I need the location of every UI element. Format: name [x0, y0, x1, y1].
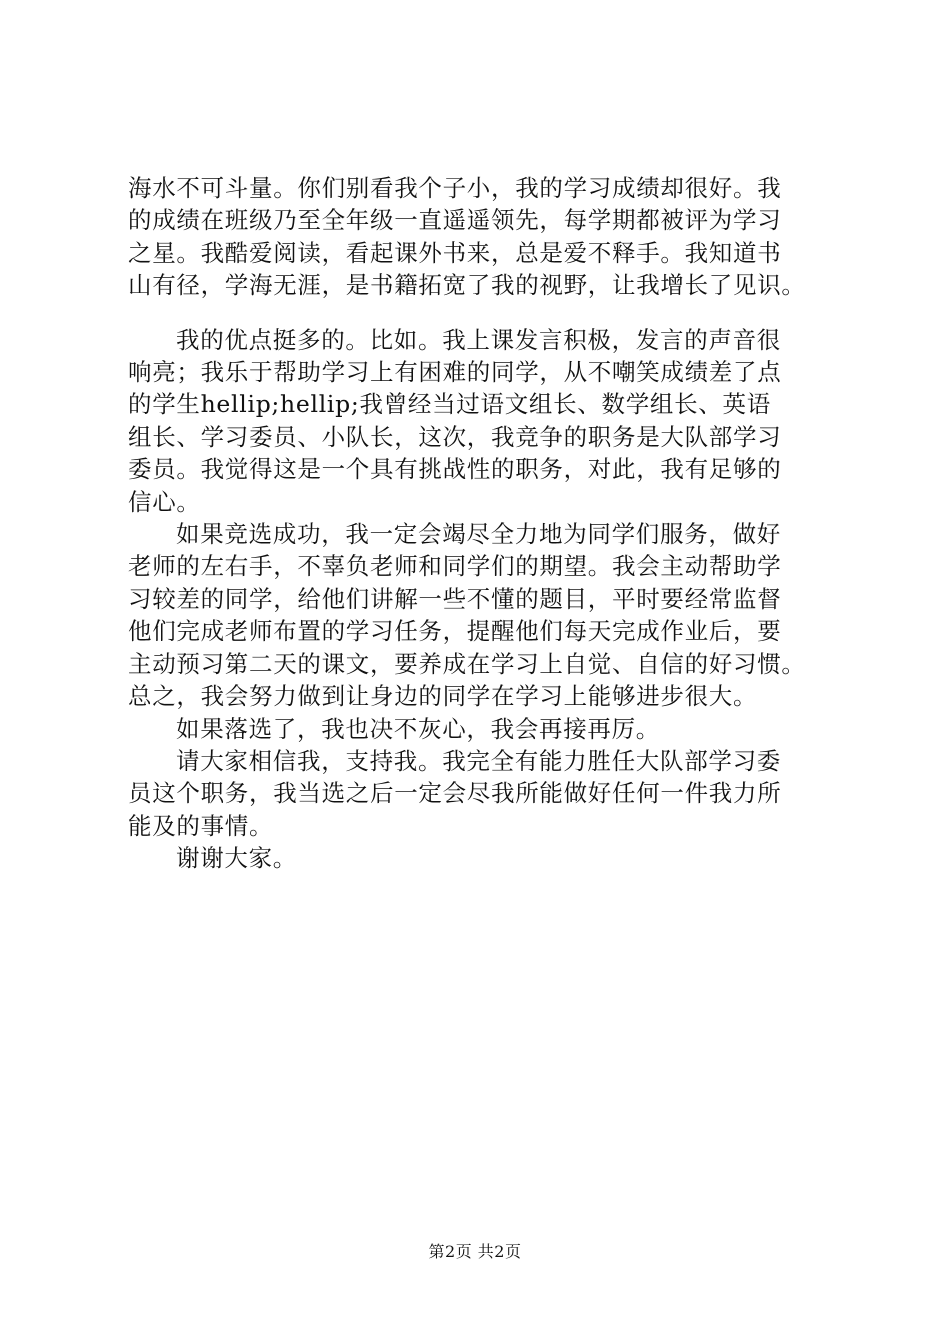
paragraph-3: 如果竞选成功，我一定会竭尽全力地为同学们服务，做好 老师的左右手，不辜负老师和同学们的期望。我会主动帮助学 习较差的同学，给他们讲解一些不懂的题目，平时要经常监督 他们完成老师布置的学习任务，提醒他们每天完成作业后，要 主动预习第二天的课文，要养成在学习上自觉、自信的好习惯。 总之，我会努力做到让身边的同学在学习上能够进步很大。: [128, 520, 806, 711]
paragraph-5: 请大家相信我，支持我。我完全有能力胜任大队部学习委 员这个职务，我当选之后一定会尽我所能做好任何一件我力所 能及的事情。: [128, 746, 782, 840]
document-body: [128, 172, 854, 875]
page-number-footer: 第2页 共2页: [428, 1242, 522, 1261]
paragraph-6: 谢谢大家。: [176, 844, 297, 873]
paragraph-1: 海水不可斗量。你们别看我个子小，我的学习成绩却很好。我 的成绩在班级乃至全年级一直遥遥领先，每学期都被评为学习 之星。我酷爱阅读，看起课外书来，总是爱不释手。我知道书 山有径，学海无涯，是书籍拓宽了我的视野，让我增长了见识。: [128, 174, 806, 300]
paragraph-2: 我的优点挺多的。比如。我上课发言积极，发言的声音很 响亮；我乐于帮助学习上有困难的同学，从不嘲笑成绩差了点 的学生hellip;hellip;我曾经当过语文组长、数学组长、英语 组长、学习委员、小队长，这次，我竞争的职务是大队部学习 委员。我觉得这是一个具有挑战性的职务，对此，我有足够的 信心。: [128, 325, 782, 516]
paragraph-4: 如果落选了，我也决不灰心，我会再接再厉。: [176, 714, 660, 743]
